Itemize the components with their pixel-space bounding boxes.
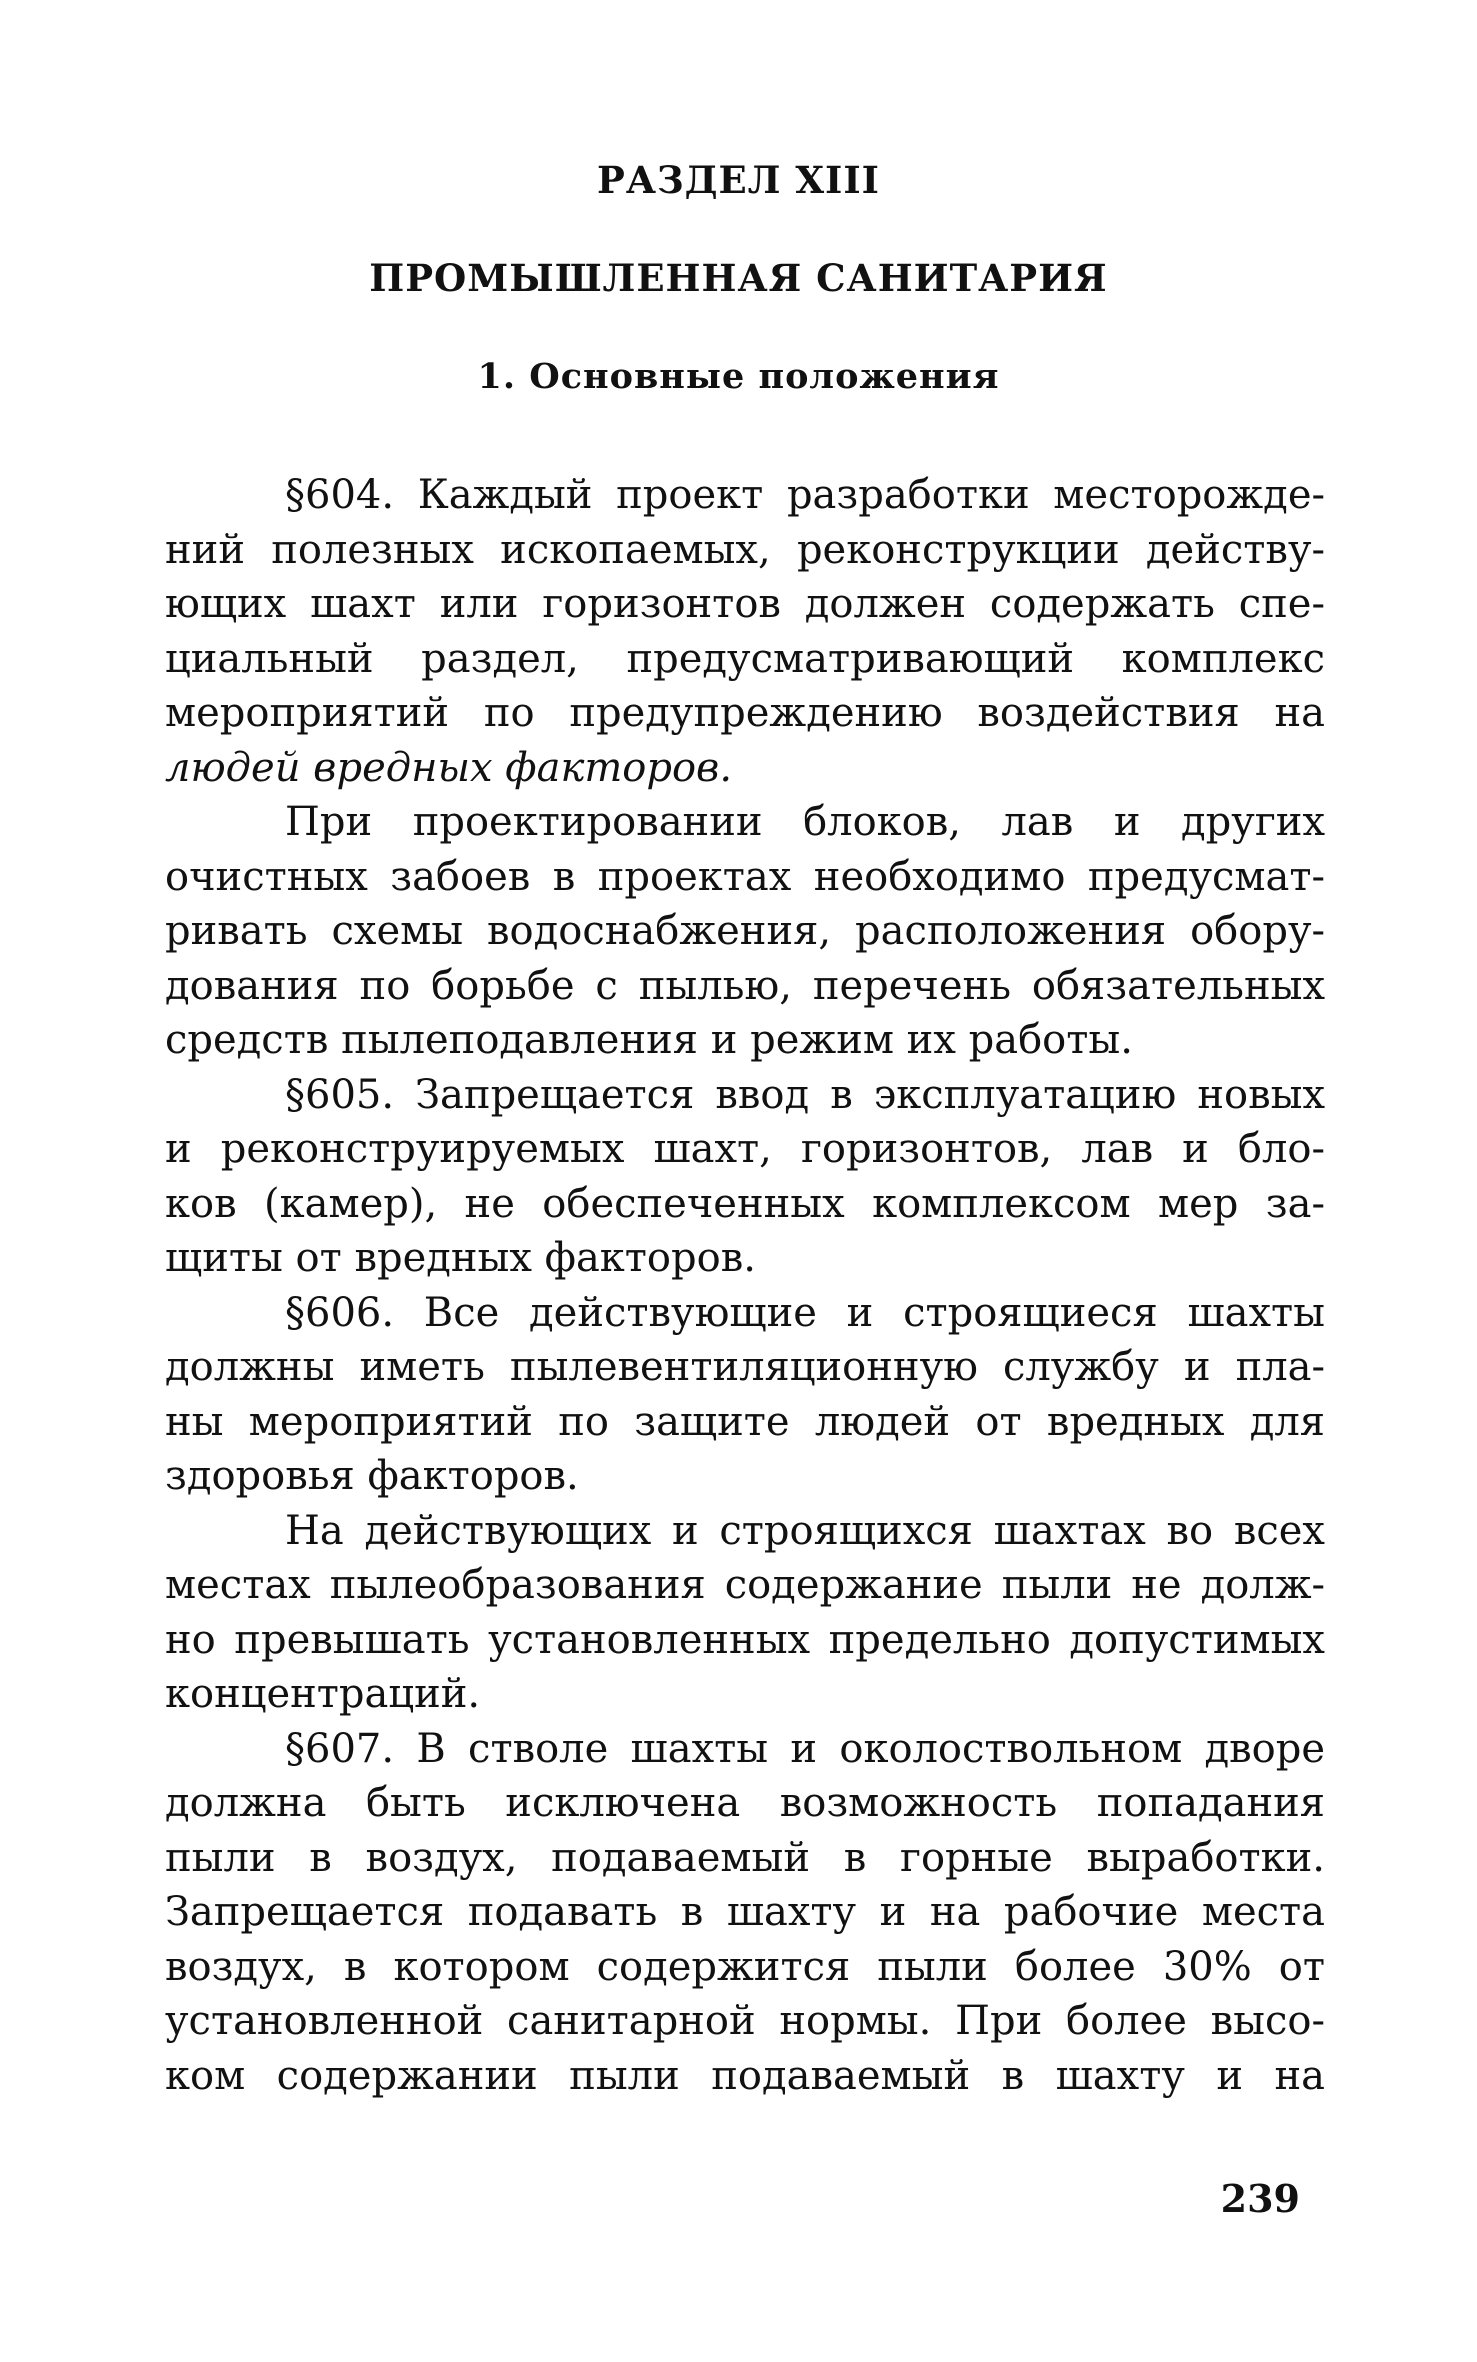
text-line: мероприятий по предупреждению воздействия на	[165, 690, 1325, 736]
text-line: людей вредных факторов.	[165, 744, 733, 791]
body-text	[165, 468, 1325, 2103]
text-line: и реконструируемых шахт, горизонтов, лав и бло-	[165, 1126, 1325, 1172]
text-line: §604. Каждый проект разработки месторожде-	[285, 472, 1325, 518]
text-line: пыли в воздух, подаваемый в горные выработки.	[165, 1834, 1325, 1881]
text-line: §606. Все действующие и строящиеся шахты	[285, 1289, 1325, 1336]
text-line: ющих шахт или горизонтов должен содержать спе-	[165, 581, 1325, 627]
text-line: должны иметь пылевентиляционную службу и пла-	[165, 1344, 1325, 1390]
text-line: но превышать установленных предельно допустимых	[165, 1616, 1325, 1663]
text-line: циальный раздел, предусматривающий комплекс	[165, 635, 1325, 682]
text-line: При проектировании блоков, лав и других	[285, 799, 1325, 845]
text-line: установленной санитарной нормы. При более высо-	[165, 1998, 1325, 2044]
text-line: местах пылеобразования содержание пыли не долж-	[165, 1562, 1325, 1608]
text-line: ком содержании пыли подаваемый в шахту и на	[165, 2052, 1325, 2099]
text-line: воздух, в котором содержится пыли более 30% от	[165, 1943, 1325, 1990]
text-line: дования по борьбе с пылью, перечень обязательных	[165, 962, 1325, 1009]
text-line: концентраций.	[165, 1671, 481, 1717]
text-line: Запрещается подавать в шахту и на рабочие места	[165, 1889, 1325, 1935]
text-line: здоровья факторов.	[165, 1453, 579, 1499]
text-line: ны мероприятий по защите людей от вредных для	[165, 1398, 1325, 1445]
section-label: РАЗДЕЛ XIII	[597, 158, 880, 202]
text-line: ривать схемы водоснабжения, расположения обору-	[165, 908, 1325, 954]
text-line: ний полезных ископаемых, реконструкции действу-	[165, 526, 1325, 573]
text-line: На действующих и строящихся шахтах во всех	[285, 1507, 1325, 1554]
text-line: средств пылеподавления и режим их работы.	[165, 1017, 1133, 1063]
subsection-title: 1. Основные положения	[477, 356, 1000, 397]
text-line: §605. Запрещается ввод в эксплуатацию новых	[285, 1071, 1325, 1118]
text-line: щиты от вредных факторов.	[165, 1235, 756, 1281]
text-line: очистных забоев в проектах необходимо предусмат-	[165, 853, 1325, 900]
text-line: должна быть исключена возможность попадания	[165, 1780, 1325, 1826]
page-number: 239	[1220, 2176, 1300, 2221]
section-title: ПРОМЫШЛЕННАЯ САНИТАРИЯ	[369, 256, 1108, 300]
text-line: ков (камер), не обеспеченных комплексом мер за-	[165, 1180, 1325, 1227]
text-line: §607. В стволе шахты и околоствольном дворе	[285, 1725, 1325, 1772]
